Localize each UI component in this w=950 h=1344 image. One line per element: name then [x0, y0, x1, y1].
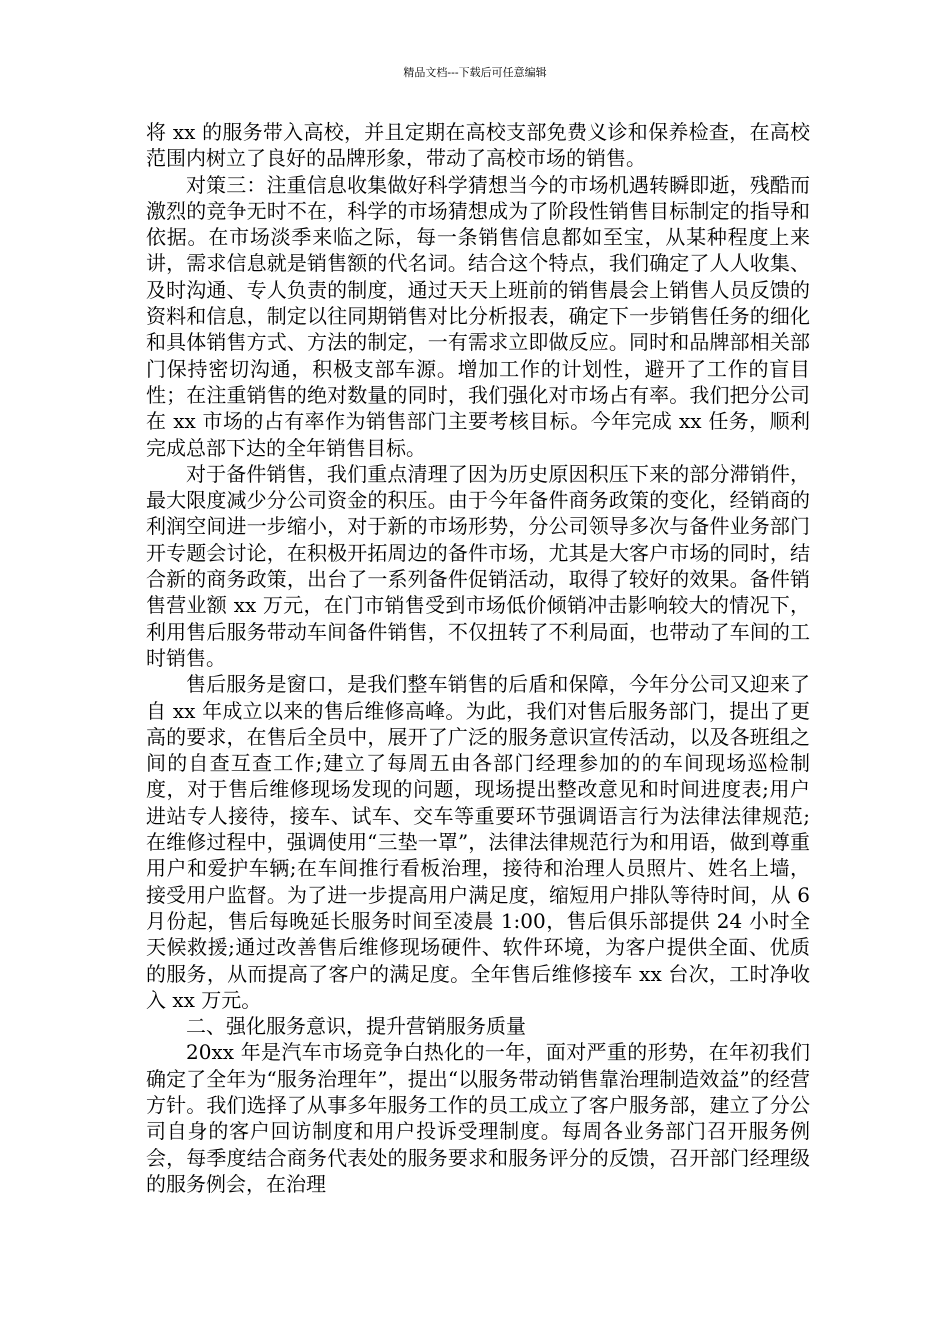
page-header: 精品文档---下载后可任意编辑	[403, 66, 547, 79]
paragraph-1: 将 xx 的服务带入高校，并且定期在高校支部免费义诊和保养检查，在高校范围内树立了良好的品牌形象，带动了高校市场的销售。	[146, 120, 810, 171]
paragraph-4: 售后服务是窗口，是我们整车销售的后盾和保障，今年分公司又迎来了自 xx 年成立以来的售后维修高峰。为此，我们对售后服务部门，提出了更高的要求，在售后全员中，展开了广泛的服务意识宣传活动，以及各班组之间的自查互查工作;建立了每周五由各部门经理参加的的车间现场巡检制度，对于售后维修现场发现的问题，现场提出整改意见和时间进度表;用户进站专人接待，接车、试车、交车等重要环节强调语言行为法律法律规范;在维修过程中，强调使用“三垫一罩”，法律法律规范行为和用语，做到尊重用户和爱护车辆;在车间推行看板治理，接待和治理人员照片、姓名上墙，接受用户监督。为了进一步提高用户满足度，缩短用户排队等待时间，从 6 月份起，售后每晚延长服务时间至凌晨 1:00，售后俱乐部提供 24 小时全天候救援;通过改善售后维修现场硬件、软件环境，为客户提供全面、优质的服务，从而提高了客户的满足度。全年售后维修接车 xx 台次，工时净收入 xx 万元。	[146, 672, 810, 1012]
document-body	[146, 119, 810, 1197]
section-heading: 二、强化服务意识，提升营销服务质量	[186, 1014, 526, 1039]
paragraph-5: 20xx 年是汽车市场竞争白热化的一年，面对严重的形势，在年初我们确定了全年为“服务治理年”，提出“以服务带动销售靠治理制造效益”的经营方针。我们选择了从事多年服务工作的员工成立了客户服务部，建立了分公司自身的客户回访制度和用户投诉受理制度。每周各业务部门召开服务例会，每季度结合商务代表处的服务要求和服务评分的反馈，召开部门经理级的服务例会，在治理	[146, 1040, 810, 1196]
paragraph-2: 对策三：注重信息收集做好科学猜想当今的市场机遇转瞬即逝，残酷而激烈的竞争无时不在，科学的市场猜想成为了阶段性销售目标制定的指导和依据。在市场淡季来临之际，每一条销售信息都如至宝，从某种程度上来讲，需求信息就是销售额的代名词。结合这个特点，我们确定了人人收集、及时沟通、专人负责的制度，通过天天上班前的销售晨会上销售人员反馈的资料和信息，制定以往同期销售对比分析报表，确定下一步销售任务的细化和具体销售方式、方法的制定，一有需求立即做反应。同时和品牌部相关部门保持密切沟通，积极支部车源。增加工作的计划性，避开了工作的盲目性；在注重销售的绝对数量的同时，我们强化对市场占有率。我们把分公司在 xx 市场的占有率作为销售部门主要考核目标。今年完成 xx 任务，顺利完成总部下达的全年销售目标。	[146, 172, 810, 460]
paragraph-3: 对于备件销售，我们重点清理了因为历史原因积压下来的部分滞销件，最大限度减少分公司资金的积压。由于今年备件商务政策的变化，经销商的利润空间进一步缩小，对于新的市场形势，分公司领导多次与备件业务部门开专题会讨论，在积极开拓周边的备件市场，尤其是大客户市场的同时，结合新的商务政策，出台了一系列备件促销活动，取得了较好的效果。备件销售营业额 xx 万元，在门市销售受到市场低价倾销冲击影响较大的情况下，利用售后服务带动车间备件销售，不仅扭转了不利局面，也带动了车间的工时销售。	[146, 461, 810, 670]
